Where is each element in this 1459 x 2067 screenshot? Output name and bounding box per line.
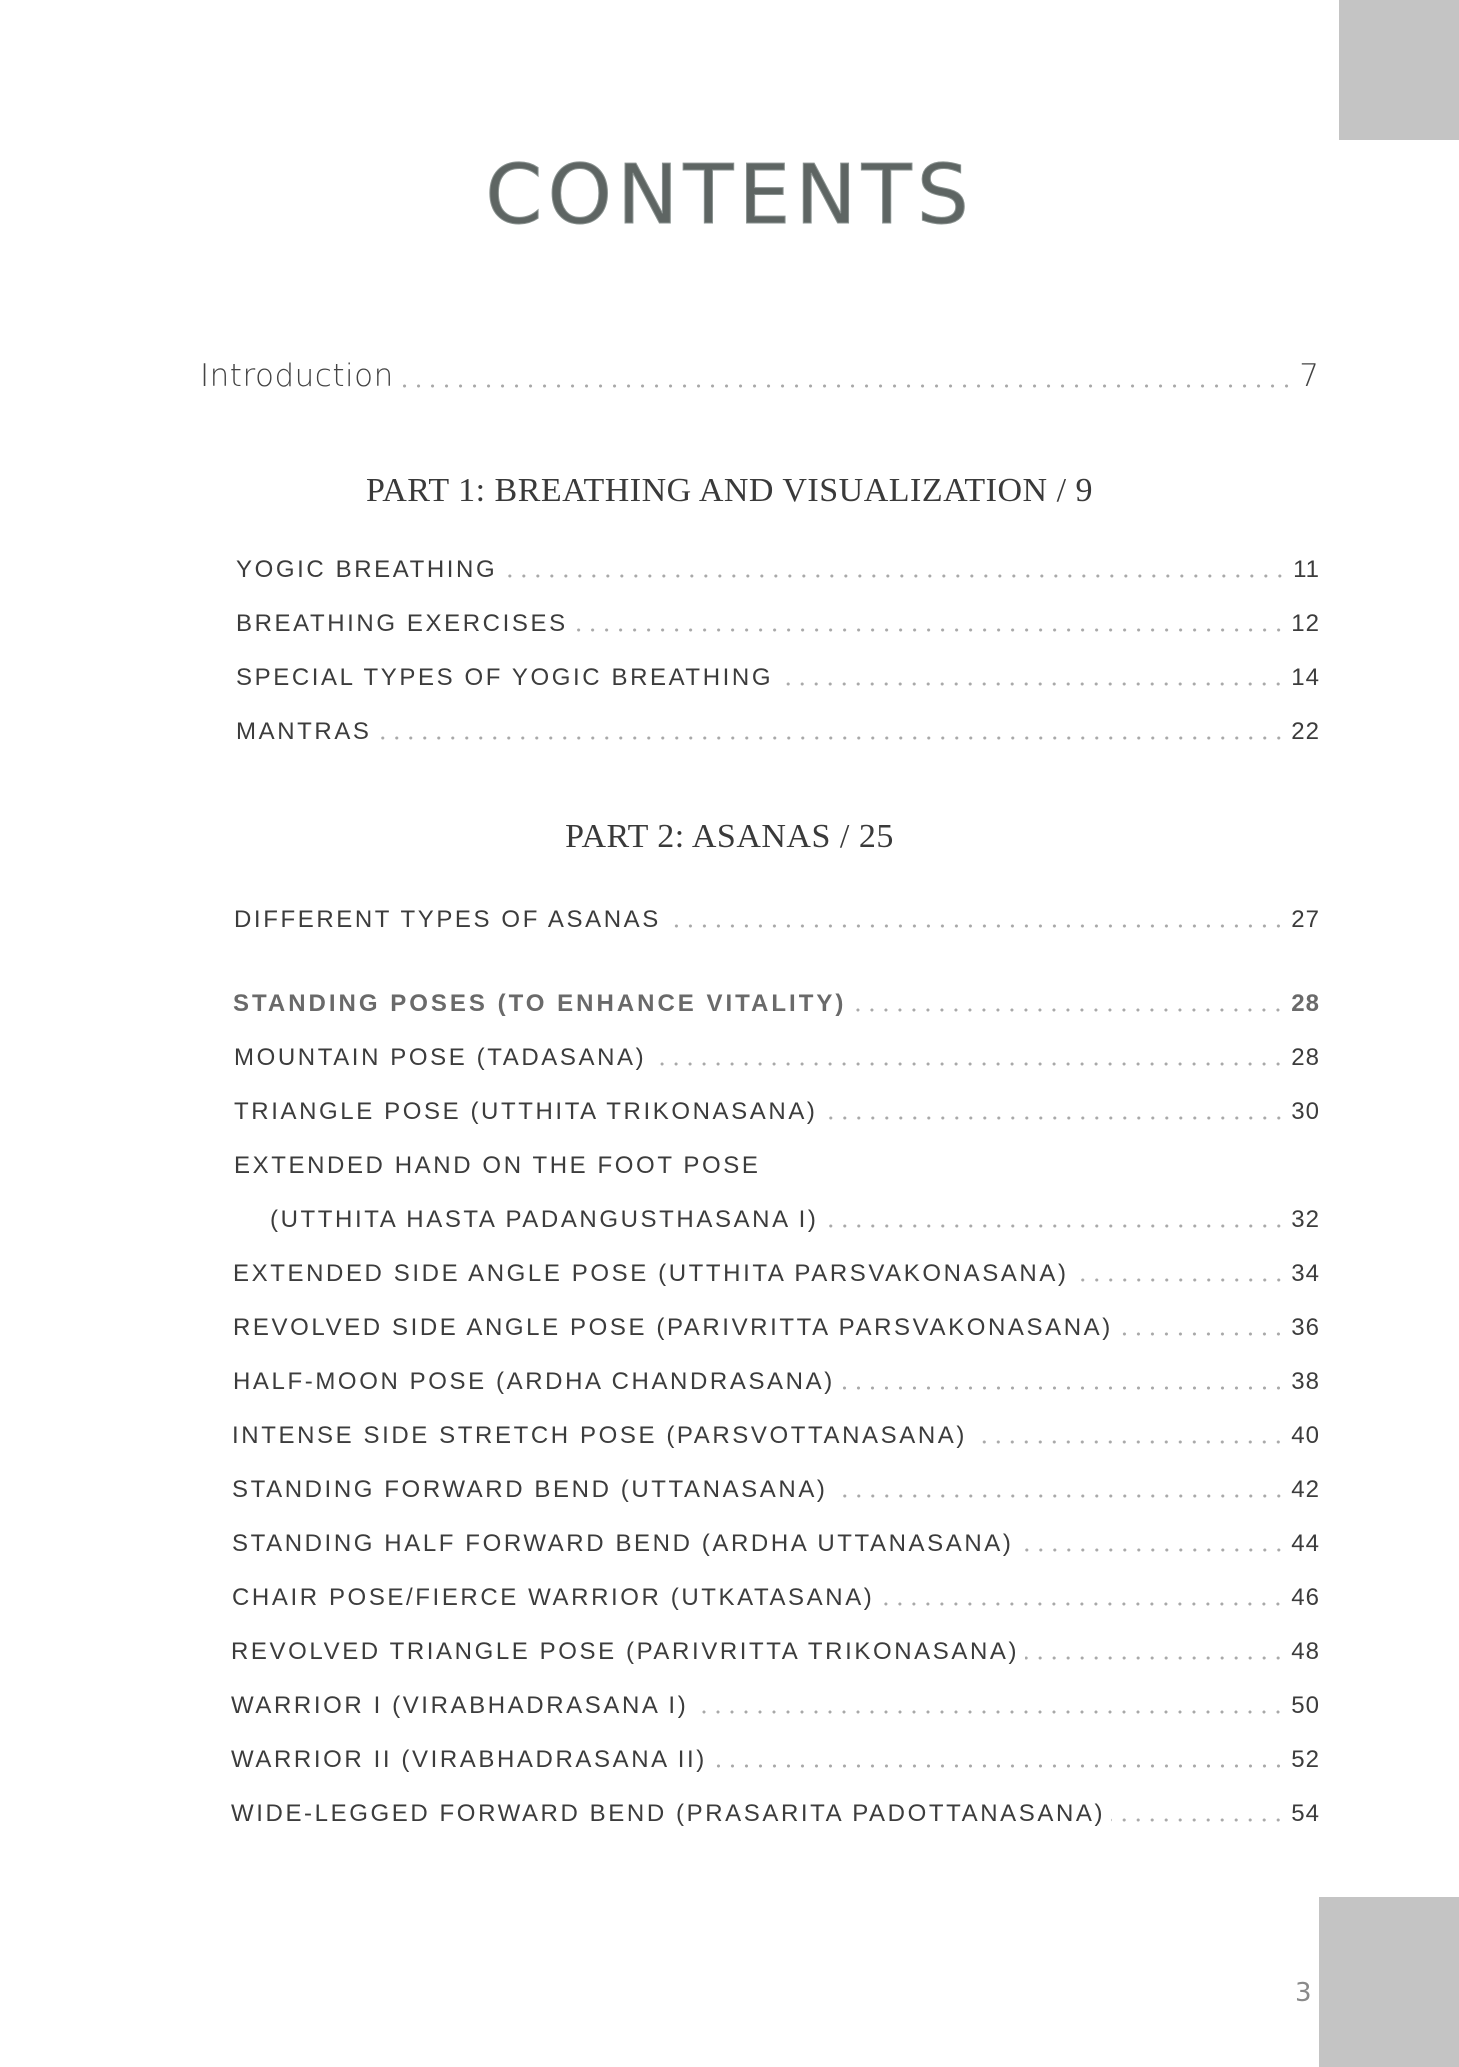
toc-entry-page: 42 (1291, 1476, 1320, 1503)
toc-entry[interactable] (231, 1800, 1320, 1828)
toc-entry[interactable] (236, 556, 1320, 584)
toc-entry-page: 44 (1291, 1530, 1320, 1557)
toc-entry[interactable] (232, 1476, 1320, 1504)
toc-entry-label: Introduction (200, 358, 394, 394)
toc-entry-label: SPECIAL TYPES OF YOGIC BREATHING (236, 664, 774, 691)
toc-entry-label: EXTENDED HAND ON THE FOOT POSE (234, 1152, 761, 1179)
toc-entry-label-continuation: (UTTHITA HASTA PADANGUSTHASANA I) (270, 1206, 819, 1233)
toc-entry[interactable] (234, 1098, 1320, 1126)
part-heading-2: PART 2: ASANAS / 25 (565, 818, 894, 855)
toc-entry-page: 28 (1291, 990, 1320, 1017)
toc-entry[interactable] (234, 1044, 1320, 1072)
leader-dots (880, 1602, 1285, 1606)
toc-entry-page: 38 (1291, 1368, 1320, 1395)
toc-entry[interactable] (236, 610, 1320, 638)
page-title: CONTENTS (485, 148, 974, 243)
toc-entry-label: MANTRAS (236, 718, 372, 745)
page-number: 3 (1295, 1978, 1312, 2008)
toc-entry[interactable] (236, 664, 1320, 692)
leader-dots (503, 574, 1287, 578)
toc-entry-page: 12 (1291, 610, 1320, 637)
toc-entry-label: TRIANGLE POSE (UTTHITA TRIKONASANA) (234, 1098, 818, 1125)
toc-entry[interactable] (234, 1206, 1320, 1234)
toc-entry-page: 40 (1291, 1422, 1320, 1449)
toc-entry[interactable] (234, 906, 1320, 934)
toc-entry-label: YOGIC BREATHING (236, 556, 498, 583)
toc-entry[interactable] (233, 1314, 1320, 1342)
leader-dots (667, 924, 1285, 928)
toc-entry[interactable] (231, 1638, 1320, 1666)
leader-dots (1025, 1656, 1285, 1660)
toc-entry-page: 36 (1291, 1314, 1320, 1341)
toc-entry-first-line[interactable] (234, 1152, 1320, 1180)
leader-dots (841, 1386, 1285, 1390)
part-heading-1: PART 1: BREATHING AND VISUALIZATION / 9 (365, 472, 1094, 509)
toc-section-standing-poses[interactable] (233, 990, 1320, 1018)
leader-dots (834, 1494, 1286, 1498)
toc-entry[interactable] (232, 1530, 1320, 1558)
toc-entry-page: 50 (1291, 1692, 1320, 1719)
toc-entry-label: WIDE-LEGGED FORWARD BEND (PRASARITA PADOTTANASANA) (231, 1800, 1106, 1827)
leader-dots (852, 1008, 1285, 1012)
toc-entry-page: 27 (1291, 906, 1320, 933)
toc-entry-label: BREATHING EXERCISES (236, 610, 568, 637)
toc-entry-label: INTENSE SIDE STRETCH POSE (PARSVOTTANASANA) (232, 1422, 968, 1449)
toc-entry-page: 30 (1291, 1098, 1320, 1125)
toc-entry-page: 52 (1291, 1746, 1320, 1773)
toc-entry-label: STANDING FORWARD BEND (UTTANASANA) (232, 1476, 828, 1503)
toc-entry[interactable] (233, 1260, 1320, 1288)
toc-entry-label: WARRIOR II (VIRABHADRASANA II) (231, 1746, 707, 1773)
toc-entry-label: STANDING HALF FORWARD BEND (ARDHA UTTANASANA) (232, 1530, 1014, 1557)
toc-entry-label: CHAIR POSE/FIERCE WARRIOR (UTKATASANA) (232, 1584, 875, 1611)
leader-dots (378, 736, 1286, 740)
leader-dots (825, 1224, 1286, 1228)
toc-entry-label: WARRIOR I (VIRABHADRASANA I) (231, 1692, 689, 1719)
leader-dots (694, 1710, 1285, 1714)
leader-dots (652, 1062, 1285, 1066)
toc-entry-page: 14 (1291, 664, 1320, 691)
leader-dots (1075, 1278, 1286, 1282)
toc-entry[interactable] (233, 1368, 1320, 1396)
toc-entry[interactable] (231, 1746, 1320, 1774)
leader-dots (973, 1440, 1285, 1444)
toc-entry-page: 11 (1293, 556, 1320, 583)
toc-entry-page: 32 (1291, 1206, 1320, 1233)
leader-dots (400, 384, 1294, 388)
leader-dots (1020, 1548, 1286, 1552)
toc-entry-page: 46 (1291, 1584, 1320, 1611)
page-corner-shadow-bottom (1319, 1897, 1459, 2067)
toc-entry[interactable] (231, 1692, 1320, 1720)
leader-dots (824, 1116, 1286, 1120)
toc-entry-label: STANDING POSES (TO ENHANCE VITALITY) (233, 990, 847, 1017)
toc-entry-introduction[interactable] (200, 358, 1320, 394)
toc-entry-label: REVOLVED SIDE ANGLE POSE (PARIVRITTA PARSVAKONASANA) (233, 1314, 1113, 1341)
toc-entry-page: 28 (1291, 1044, 1320, 1071)
toc-entry-label: HALF-MOON POSE (ARDHA CHANDRASANA) (233, 1368, 835, 1395)
toc-entry-label: EXTENDED SIDE ANGLE POSE (UTTHITA PARSVAKONASANA) (233, 1260, 1069, 1287)
leader-dots (779, 682, 1285, 686)
page-corner-shadow-top (1339, 0, 1459, 140)
toc-entry-page: 34 (1291, 1260, 1320, 1287)
toc-entry[interactable] (236, 718, 1320, 746)
toc-entry[interactable] (232, 1584, 1320, 1612)
leader-dots (713, 1764, 1285, 1768)
leader-dots (1119, 1332, 1285, 1336)
leader-dots (1111, 1818, 1285, 1822)
leader-dots (574, 628, 1286, 632)
toc-entry-page: 54 (1291, 1800, 1320, 1827)
toc-entry[interactable] (232, 1422, 1320, 1450)
toc-entry-label: REVOLVED TRIANGLE POSE (PARIVRITTA TRIKONASANA) (231, 1638, 1020, 1665)
toc-entry-page: 48 (1291, 1638, 1320, 1665)
toc-entry-page: 22 (1291, 718, 1320, 745)
toc-entry-page: 7 (1299, 358, 1320, 394)
toc-entry-label: DIFFERENT TYPES OF ASANAS (234, 906, 661, 933)
toc-entry-label: MOUNTAIN POSE (TADASANA) (234, 1044, 647, 1071)
